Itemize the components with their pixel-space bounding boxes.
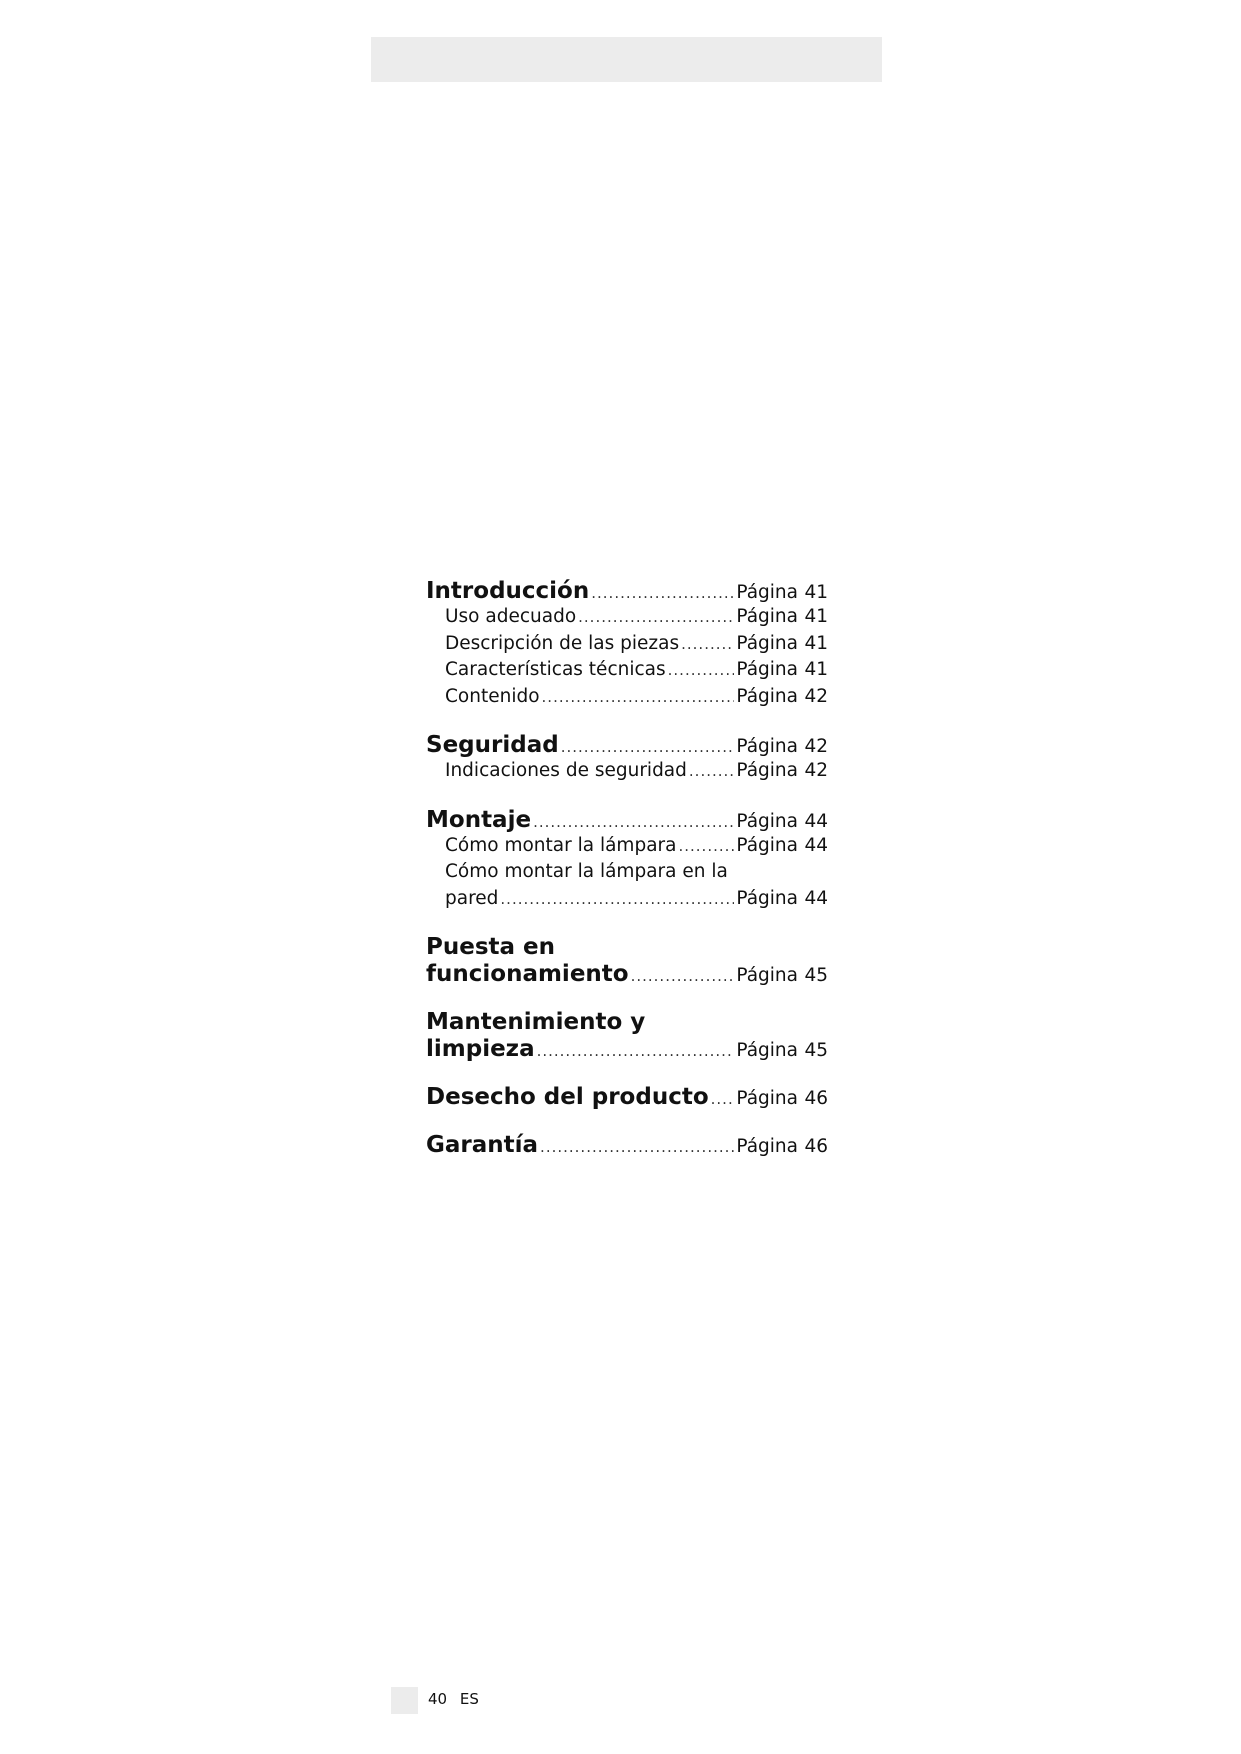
footer [428, 1690, 479, 1708]
toc-page-number: 45 [804, 1040, 828, 1061]
toc-page-number: 44 [804, 834, 828, 856]
toc-entry[interactable] [426, 1036, 828, 1064]
toc-page-number: 46 [804, 1088, 828, 1109]
toc-page-number: 42 [804, 736, 828, 757]
toc-page-label: Página [736, 1088, 798, 1109]
toc-page-label: Página [736, 834, 798, 856]
toc-subentry-title: pared [445, 887, 499, 909]
toc-section [426, 934, 828, 989]
toc-entry[interactable] [426, 1132, 828, 1160]
table-of-contents [426, 578, 828, 1180]
toc-section [426, 1084, 828, 1112]
toc-page-number: 42 [804, 760, 828, 781]
header-bar [371, 37, 882, 82]
dot-leader [533, 813, 734, 831]
toc-subentry[interactable] [426, 835, 828, 862]
toc-page-label: Página [736, 582, 798, 603]
dot-leader [689, 762, 734, 780]
toc-subentry[interactable] [426, 633, 828, 660]
dot-leader [500, 890, 734, 908]
toc-subentry[interactable] [426, 606, 828, 633]
toc-section [426, 1009, 828, 1064]
dot-leader [578, 608, 734, 626]
toc-page-label: Página [736, 685, 798, 707]
toc-entry[interactable] [426, 807, 828, 835]
dot-leader [540, 1138, 734, 1156]
toc-page-number: 41 [804, 606, 828, 627]
toc-subentry[interactable] [426, 888, 828, 915]
toc-page-label: Página [736, 1136, 798, 1157]
toc-page-number: 41 [804, 582, 828, 603]
toc-entry[interactable] [426, 732, 828, 760]
toc-entry[interactable] [426, 961, 828, 989]
toc-subentry[interactable] [426, 760, 828, 787]
toc-entry-title: funcionamiento [426, 961, 629, 987]
toc-page-number: 44 [804, 810, 828, 832]
dot-leader [591, 584, 734, 602]
toc-page-number: 41 [804, 632, 828, 654]
toc-subentry-title: Indicaciones de seguridad [445, 760, 687, 781]
toc-page-number: 41 [804, 659, 828, 680]
footer-page-number: 40 [428, 1690, 448, 1708]
toc-entry-title: Montaje [426, 806, 532, 833]
toc-section-title-line: Puesta en [426, 934, 556, 960]
toc-page-number: 42 [804, 685, 828, 707]
dot-leader [537, 1042, 735, 1060]
toc-subentry-title-line: Cómo montar la lámpara en la [445, 861, 728, 882]
toc-page-number: 44 [804, 887, 828, 909]
toc-subentry-title: Contenido [445, 685, 540, 707]
toc-entry-title: Introducción [426, 578, 590, 604]
dot-leader [711, 1090, 735, 1108]
dot-leader [561, 738, 735, 756]
toc-subentry-title: Características técnicas [445, 659, 666, 680]
toc-page-label: Página [736, 632, 798, 654]
footer-language: ES [459, 1690, 479, 1708]
toc-subentry[interactable] [426, 686, 828, 713]
dot-leader [542, 688, 735, 706]
toc-page-label: Página [736, 1040, 798, 1061]
toc-page-label: Página [736, 810, 798, 832]
toc-page-label: Página [736, 965, 798, 986]
toc-entry-title: limpieza [426, 1036, 535, 1062]
toc-page-number: 46 [804, 1136, 828, 1157]
toc-subentry-title: Descripción de las piezas [445, 632, 680, 654]
toc-page-label: Página [736, 659, 798, 680]
toc-section [426, 807, 828, 915]
dot-leader [631, 967, 735, 985]
toc-entry[interactable] [426, 578, 828, 606]
toc-subentry-title: Uso adecuado [445, 606, 577, 627]
toc-subentry[interactable] [426, 659, 828, 686]
toc-section [426, 732, 828, 787]
toc-entry-title: Seguridad [426, 732, 559, 758]
dot-leader [681, 635, 734, 653]
toc-page-label: Página [736, 760, 798, 781]
dot-leader [668, 661, 735, 679]
toc-section [426, 578, 828, 712]
toc-page-label: Página [736, 887, 798, 909]
toc-subentry-title: Cómo montar la lámpara [445, 834, 677, 856]
toc-section [426, 1132, 828, 1160]
dot-leader [678, 837, 734, 855]
toc-entry-title: Desecho del producto [426, 1084, 709, 1110]
toc-page-number: 45 [804, 965, 828, 986]
toc-entry-title: Garantía [426, 1132, 539, 1158]
toc-entry[interactable] [426, 1084, 828, 1112]
toc-page-label: Página [736, 606, 798, 627]
toc-section-title-line: Mantenimiento y [426, 1009, 646, 1035]
toc-page-label: Página [736, 736, 798, 757]
footer-marker [391, 1687, 418, 1714]
